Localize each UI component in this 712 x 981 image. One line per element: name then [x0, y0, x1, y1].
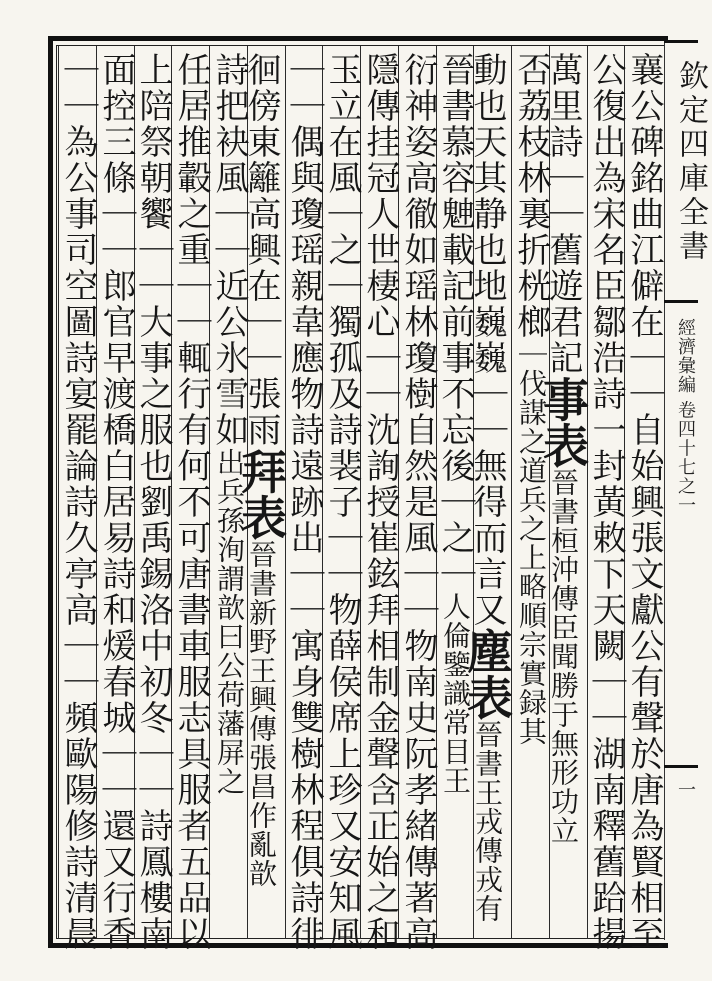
column-text: 萬里詩｜｜舊遊君記 [543, 52, 583, 376]
column-text: 否荔枝林裏折桄榔 [511, 52, 551, 340]
column-text: ｜伐謀之道兵之上略順宗實録其 [515, 340, 548, 746]
text-column [511, 52, 551, 746]
column-text: 晉書新野王興傳張昌作亂歆 [245, 540, 278, 888]
book-title: 欽定四庫全書 [673, 60, 708, 264]
text-column [58, 52, 98, 952]
text-column [536, 52, 590, 845]
column-text: ｜｜為公事司空圖詩宴罷論詩久亭高｜｜頻歐陽修詩清晨 [58, 52, 98, 952]
folio-mark: 一 [675, 780, 696, 798]
column-text: 上陪祭朝饗｜｜大事之服也劉禹錫洛中初冬｜｜詩鳳樓南 [133, 52, 173, 952]
text-column [133, 52, 173, 952]
column-text: 公復出為宋名臣鄒浩詩一封黃敕下天闕｜｜湖南釋舊跲揚 [586, 52, 626, 952]
margin-rule-lower [664, 765, 698, 768]
column-text: 晉書王戎傳戎有 [471, 720, 504, 923]
entry-heading: 塵表 [460, 628, 514, 720]
column-text: 任居推轂之重｜｜輒行有何不可唐書車服志具服者五品以 [171, 52, 211, 952]
text-column [209, 52, 249, 796]
text-column [624, 52, 664, 952]
column-text: 面控三條｜｜郎官早渡橋白居易詩和煖春城｜｜還又行香 [96, 52, 136, 952]
text-column [284, 52, 324, 952]
text-column [435, 52, 475, 795]
text-column [398, 52, 438, 952]
entry-heading: 拜表 [234, 448, 288, 540]
column-text: 人倫鑒識常目王 [439, 592, 472, 795]
margin-rule-mid [664, 300, 698, 303]
text-column [96, 52, 136, 952]
column-text: 晉書慕容䰠載記前事不忘後｜之｜ [435, 52, 475, 592]
text-column [322, 52, 362, 952]
text-column [171, 52, 211, 952]
column-text: 隱傳挂冠人世棲心｜｜沈詢授崔鉉拜相制金聲含正始之和 [360, 52, 400, 952]
text-column [234, 52, 288, 888]
column-text: 襄公碑銘曲江僻在｜｜自始興張文獻公有聲於唐為賢相至 [624, 52, 664, 952]
column-text: 動也天其静也地巍巍｜｜無得而言又 [467, 52, 507, 628]
column-text: 玉立在風｜之｜獨孤及詩裴子｜｜物薛侯席上珍又安知風 [322, 52, 362, 952]
column-text: 徊傍東籬高興在｜｜張雨 [241, 52, 281, 448]
column-text: ｜｜偶與瓊瑶親韋應物詩遠跡出｜｜寓身雙樹林程俱詩徘 [284, 52, 324, 952]
chapter-label: 經濟彙編 卷四十七之一 [675, 318, 696, 515]
column-text: 詩把袂風｜｜近公氷雪如 [209, 52, 249, 448]
text-column [460, 52, 514, 923]
column-text: 晉書桓沖傳臣聞勝于無形功立 [547, 468, 580, 845]
text-column [586, 52, 626, 952]
entry-heading: 事表 [536, 376, 590, 468]
column-text: 出兵孫洵謂歆曰公荷藩屏之 [213, 448, 246, 796]
margin-rule-top [664, 40, 698, 43]
column-text: 衍神姿高徹如瑶林瓊樹自然是風｜｜物南史阮孝緒傳著高 [398, 52, 438, 952]
text-column [360, 52, 400, 952]
